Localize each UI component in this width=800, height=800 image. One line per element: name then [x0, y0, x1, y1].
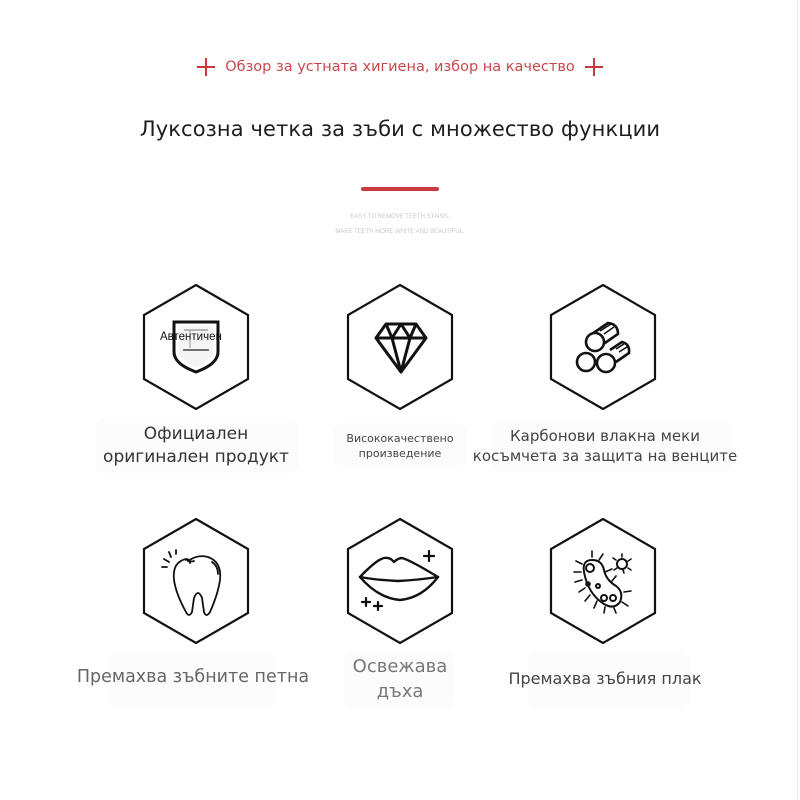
- label-line: Освежава: [352, 656, 448, 677]
- feature-label-carbon-bristles: [470, 426, 740, 466]
- label-line: оригинален продукт: [103, 447, 289, 467]
- carbon-fiber-icon: [574, 320, 632, 376]
- authentic-badge-text: Автентичен: [160, 331, 222, 343]
- feature-label-fresh-breath: [320, 654, 480, 704]
- bacteria-icon: [568, 550, 638, 614]
- subtext-line-2: MAKE TEETH MORE WHITE AND BEAUTIFUL.: [335, 229, 465, 235]
- label-line: дъха: [376, 681, 424, 702]
- lips-icon: [356, 548, 446, 614]
- label-line: Премахва зъбния плак: [508, 669, 702, 688]
- label-line: произведение: [358, 447, 442, 460]
- label-line: Премахва зъбните петна: [76, 667, 310, 687]
- diamond-icon: [374, 322, 428, 374]
- feature-label-remove-plaque: [470, 669, 740, 689]
- feature-label-official: [60, 423, 332, 469]
- feature-label-quality: [320, 431, 480, 461]
- plus-icon: [585, 58, 603, 76]
- label-line: Карбонови влакна меки: [510, 427, 700, 445]
- label-line: Висококачествено: [346, 432, 454, 445]
- tooth-icon: [158, 548, 230, 620]
- feature-label-remove-stains: [50, 666, 336, 688]
- accent-divider: [361, 187, 439, 191]
- plus-icon: [197, 58, 215, 76]
- tagline-text: Обзор за устната хигиена, избор на качество: [225, 59, 575, 75]
- label-line: Официален: [143, 424, 249, 444]
- label-line: косъмчета за защита на венците: [472, 447, 738, 465]
- page-title: Луксозна четка за зъби с множество функции: [139, 117, 661, 141]
- tagline: [0, 58, 800, 76]
- shield-icon: [170, 318, 222, 374]
- subtext-line-1: EASY TO REMOVE TEETH STAINS,: [350, 214, 450, 220]
